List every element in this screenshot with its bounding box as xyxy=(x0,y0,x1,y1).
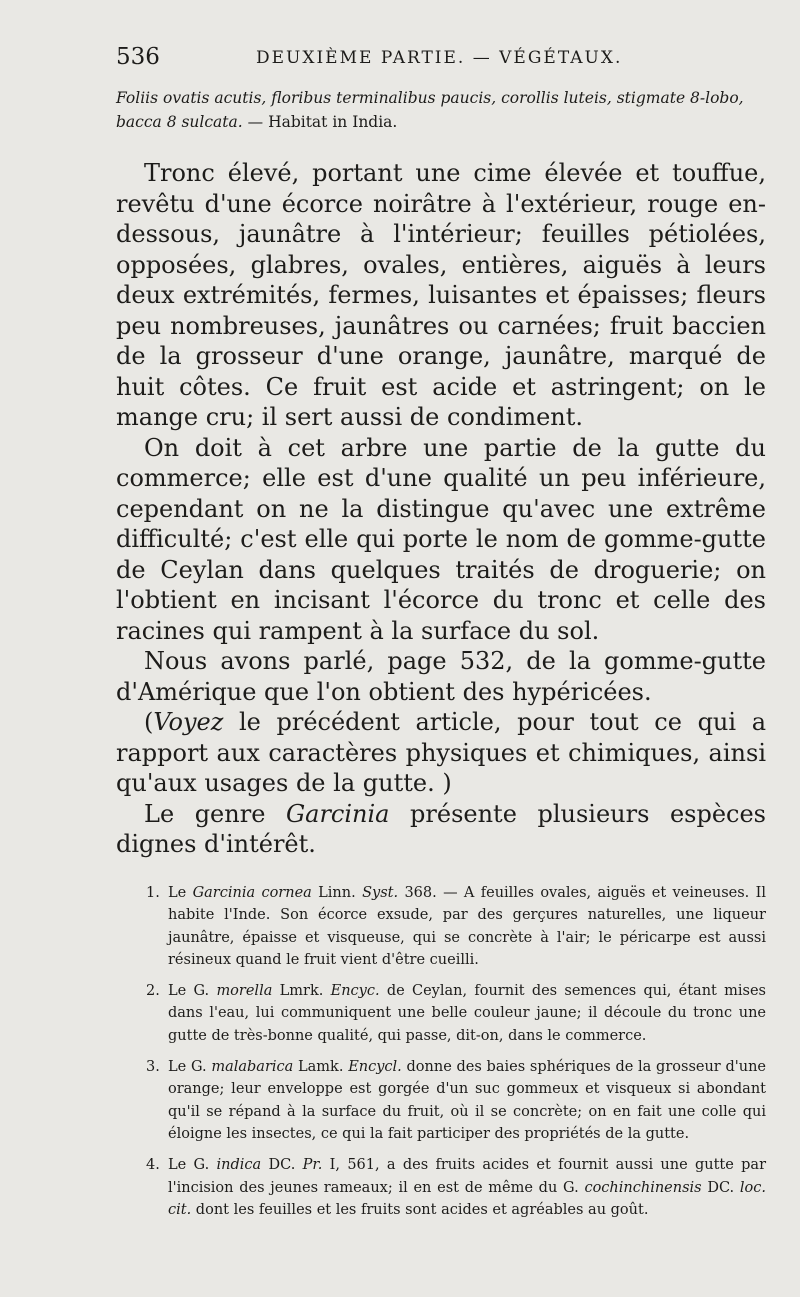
note-author: Lamk. xyxy=(293,1058,349,1075)
note-reference: Encycl. xyxy=(348,1058,402,1075)
species-name: Garcinia cornea xyxy=(192,884,312,901)
species-name: indica xyxy=(216,1157,262,1174)
paragraph-description: Tronc élevé, portant une cime élevée et touffue, revêtu d'une écorce noirâtre à l'extérieur, rouge en-dessous, jaunâtre à l'intérieur; feuilles pétiolées, opposées, glabres, ovales, entières, aiguës à leurs deux extrémités, fermes, luisantes et épaisses; fleurs peu nombreuses, jaunâtres ou carnées; fruit baccien de la grosseur d'une orange, jaunâtre, marqué de huit côtes. Ce fruit est acide et astringent; on le mange cru; il sert aussi de condiment. xyxy=(116,159,766,431)
note-reference: Pr. xyxy=(302,1157,323,1174)
paragraph-gutte-origin: On doit à cet arbre une partie de la gutte du commerce; elle est d'une qualité un peu inférieure, cependant on ne la distingue qu'avec une extrême difficulté; c'est elle qui porte le nom de gomme-gutte de Ceylan dans quelques traités de droguerie; on l'obtient en incisant l'écorce du tronc et celle des racines qui rampent à la surface du sol. xyxy=(116,433,766,645)
genus-name: Garcinia xyxy=(285,799,390,828)
running-title: DEUXIÈME PARTIE. — VÉGÉTAUX. xyxy=(256,48,623,68)
species-notes xyxy=(116,882,766,1222)
note-text: donne des baies sphériques de la grosseur d'une orange; leur enveloppe est gorgée d'un suc gommeux et visqueux si abondant qu'il se répand à la surface du fruit, où il se concrète; on en fait une colle qui éloigne les insectes, ce qui la fait participer des propriétés de la gutte. xyxy=(168,1058,766,1143)
note-text-end: dont les feuilles et les fruits sont acides et agréables au goût. xyxy=(191,1202,649,1219)
note-number: 2. xyxy=(146,982,160,999)
latin-diagnosis: Foliis ovatis acutis, floribus terminalibus paucis, corollis luteis, stigmate 8-lobo, bacca 8 sulcata. xyxy=(116,89,744,131)
note-reference: Encyc. xyxy=(330,982,380,999)
note-number: 3. xyxy=(146,1058,160,1075)
note-number: 1. xyxy=(146,884,160,901)
note-reference: Syst. xyxy=(362,884,399,901)
paragraph-voyez xyxy=(116,707,766,799)
latin-description xyxy=(116,86,766,134)
voyez-word: Voyez xyxy=(153,708,224,736)
note-author: Linn. xyxy=(311,884,363,901)
note-reference-secondary: loc. cit. xyxy=(168,1179,767,1219)
paragraph-america-reference: Nous avons parlé, page 532, de la gomme-gutte d'Amérique que l'on obtient des hypéricées. xyxy=(116,647,766,706)
note-item xyxy=(116,1154,766,1222)
voyez-paren: ( xyxy=(144,708,154,736)
note-author: DC. xyxy=(261,1157,303,1174)
latin-habitat: — Habitat in India. xyxy=(247,113,398,131)
note-item xyxy=(116,1056,766,1146)
note-number: 4. xyxy=(146,1157,160,1174)
genus-text: présente plusieurs espèces dignes d'intérêt. xyxy=(116,799,767,858)
note-prefix: Le G. xyxy=(168,1058,212,1075)
main-text xyxy=(116,158,766,860)
note-author: Lmrk. xyxy=(272,982,331,999)
note-author-secondary: DC. xyxy=(701,1179,740,1196)
running-header xyxy=(116,44,766,78)
species-name: malabarica xyxy=(211,1058,294,1075)
note-prefix: Le G. xyxy=(168,1157,217,1174)
note-text: I, 561, a des fruits acides et fournit aussi une gutte par l'incision des jeunes rameaux; il en est de même du G. xyxy=(168,1157,767,1196)
note-item xyxy=(116,980,766,1048)
voyez-text: le précédent article, pour tout ce qui a rapport aux caractères physiques et chimiques, ainsi qu'aux usages de la gutte. ) xyxy=(116,708,766,797)
species-name: morella xyxy=(216,982,273,999)
page-number: 536 xyxy=(116,44,160,70)
note-text: de Ceylan, fournit des semences qui, étant mises dans l'eau, lui communiquent une belle couleur jaune; il découle du tronc une gutte de très-bonne qualité, qui passe, dit-on, dans le commerce. xyxy=(168,982,766,1045)
species-name-secondary: cochinchinensis xyxy=(584,1179,702,1196)
note-item xyxy=(116,882,766,972)
note-text: 368. — A feuilles ovales, aiguës et veineuses. Il habite l'Inde. Son écorce exsude, par des gerçures naturelles, une liqueur jaunâtre, épaisse et visqueuse, qui se concrète à l'air; le péricarpe est aussi résineux quand le fruit vient d'être cueilli. xyxy=(168,884,767,969)
paragraph-genus xyxy=(116,799,766,860)
genus-before: Le genre xyxy=(144,799,286,828)
note-prefix: Le xyxy=(168,884,193,901)
note-prefix: Le G. xyxy=(168,982,217,999)
